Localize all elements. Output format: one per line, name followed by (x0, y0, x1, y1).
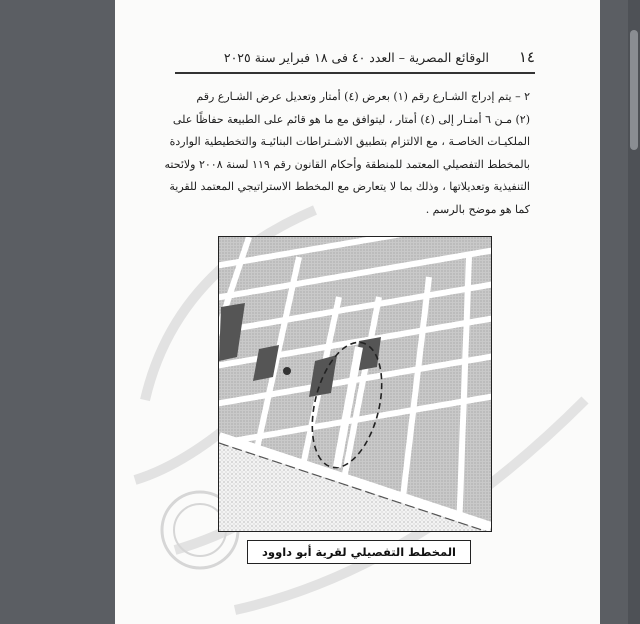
paragraph-line: كما هو موضح بالرسم . (425, 202, 530, 216)
page-header (175, 48, 535, 70)
paragraph-line: (٢) مـن ٦ أمتـار إلى (٤) أمتار ، ليتوافق مع ما هو قائم على الطبيعة حفاظًا على (172, 112, 530, 126)
page-number: ١٤ (518, 48, 535, 66)
paragraph-line: بالمخطط التفصيلي المعتمد للمنطقة وأحكام القانون رقم ١١٩ لسنة ٢٠٠٨ ولائحته (165, 157, 530, 171)
header-divider (175, 72, 535, 74)
scrollbar-thumb[interactable] (630, 30, 638, 150)
village-plan-map (218, 236, 492, 532)
paragraph-line: الملكيـات الخاصـة ، مع الالتزام بتطبيق الاشـتراطات البنائيـة والتخطيطية الواردة (169, 135, 530, 148)
paragraph-line: التنفيذية وتعديلاتها ، وذلك بما لا يتعارض مع المخطط الاستراتيجي المعتمد للقرية (169, 180, 530, 193)
decree-paragraph (165, 86, 530, 221)
paragraph-line: ٢ – يتم إدراج الشـارع رقم (١) بعرض (٤) أمتار وتعديل عرض الشـارع رقم (196, 90, 530, 103)
document-page (115, 0, 600, 624)
map-caption-text: المخطط التفصيلي لقرية أبو داوود (262, 545, 456, 559)
map-caption (247, 540, 471, 564)
gazette-header-title: الوقائع المصرية – العدد ٤٠ فى ١٨ فبراير سنة ٢٠٢٥ (223, 50, 489, 65)
viewer-left-margin (0, 0, 115, 624)
